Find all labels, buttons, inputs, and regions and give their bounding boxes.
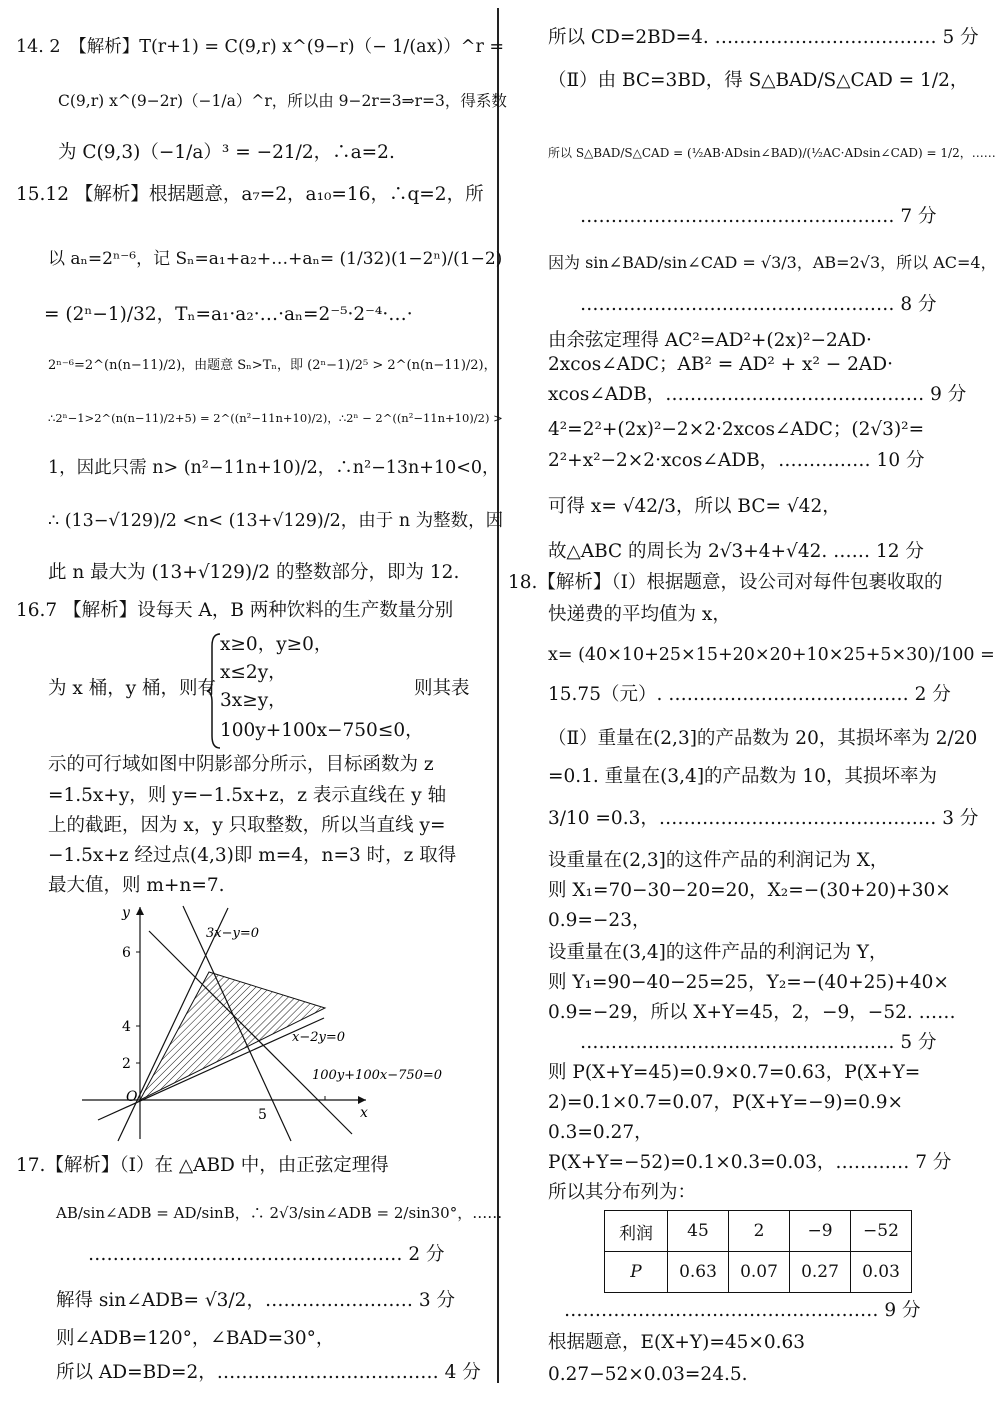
q18-line-9: 则 X₁=70−30−20=20，X₂=−(30+20)+30× <box>548 880 951 901</box>
y-tick-4: 4 <box>122 1019 131 1035</box>
q14-line-1: 14. 2 【解析】T(r+1) = C(9,r) x^(9−r)（− 1/(ax)）^r = <box>16 37 505 57</box>
q16-sys-1: x≥0，y≥0， <box>220 634 333 655</box>
q16-line-1: 16.7 【解析】设每天 A，B 两种饮料的生产数量分别 <box>16 600 454 621</box>
x-axis-label: x <box>360 1105 368 1121</box>
q18-line-8: 设重量在(2,3]的这件产品的利润记为 X， <box>548 850 889 871</box>
q18-line-16: 2)=0.1×0.7=0.07，P(X+Y=−9)=0.9× <box>548 1092 903 1113</box>
q16-line-6: −1.5x+z 经过点(4,3)即 m=4，n=3 时，z 取得 <box>48 845 457 866</box>
table-cell: 0.27 <box>790 1252 851 1293</box>
q17-line-1: 17.【解析】（Ⅰ）在 △ABD 中，由正弦定理得 <box>16 1155 389 1176</box>
r-line-7: 由余弦定理得 AC²=AD²+(2x)²−2AD· <box>548 330 872 351</box>
y-axis-label: y <box>122 905 130 921</box>
table-cell: 2 <box>729 1211 790 1252</box>
table-cell: 0.07 <box>729 1252 790 1293</box>
q18-line-5: （Ⅱ）重量在(2,3]的产品数为 20，其损坏率为 2/20 <box>548 728 978 749</box>
r-line-6: …………………………………………… 8 分 <box>580 294 937 315</box>
table-cell: −52 <box>851 1211 912 1252</box>
q16-line-5: 上的截距，因为 x，y 只取整数，所以当直线 y= <box>48 815 446 836</box>
line3-label: 100y+100x−750=0 <box>312 1068 443 1083</box>
q18-line-21: 根据题意，E(X+Y)=45×0.63 <box>548 1332 806 1353</box>
table-row <box>605 1252 912 1293</box>
r-line-11: 2²+x²−2×2·xcos∠ADB，…………… 10 分 <box>548 450 925 471</box>
q15-line-3: = (2ⁿ−1)/32，Tₙ=a₁·a₂·…·aₙ=2⁻⁵·2⁻⁴·…· <box>44 304 413 325</box>
q18-line-2: 快递费的平均值为 x， <box>548 604 731 625</box>
q18-line-12: 则 Y₁=90−40−25=25，Y₂=−(40+25)+40× <box>548 972 949 993</box>
line2-label: x−2y=0 <box>292 1030 346 1045</box>
q16-line-2b: 则其表 <box>414 678 470 699</box>
r-line-4: …………………………………………… 7 分 <box>580 206 937 227</box>
r-line-1: 所以 CD=2BD=4. ……………………………… 5 分 <box>548 27 979 48</box>
feasible-region-figure <box>78 903 443 1143</box>
q17-line-5: 则∠ADB=120°，∠BAD=30°， <box>56 1328 335 1349</box>
q14-line-2: C(9,r) x^(9−2r)（−1/a）^r，所以由 9−2r=3⇒r=3，得系数 <box>58 92 507 110</box>
q15-line-7: ∴ (13−√129)/2 <n< (13+√129)/2，由于 n 为整数，因 <box>48 511 504 531</box>
q18-line-22: 0.27−52×0.03=24.5. <box>548 1364 748 1385</box>
q18-line-13: 0.9=−29，所以 X+Y=45，2，−9，−52. …… <box>548 1002 956 1023</box>
y-tick-6: 6 <box>122 945 131 961</box>
q18-line-7: 3/10 =0.3，……………………………………… 3 分 <box>548 808 979 829</box>
q18-line-11: 设重量在(3,4]的这件产品的利润记为 Y， <box>548 942 888 963</box>
q18-line-18: P(X+Y=−52)=0.1×0.3=0.03，………… 7 分 <box>548 1152 952 1173</box>
q15-line-5: ∴2ⁿ−1>2^(n(n−11)/2+5) = 2^((n²−11n+10)/2)，∴2ⁿ − 2^((n²−11n+10)/2) > <box>48 411 503 425</box>
q17-line-3: …………………………………………… 2 分 <box>88 1244 445 1265</box>
distribution-table <box>604 1210 912 1293</box>
table-row <box>605 1211 912 1252</box>
r-line-12: 可得 x= √42/3，所以 BC= √42， <box>548 496 841 517</box>
q16-sys-4: 100y+100x−750≤0， <box>220 720 424 741</box>
table-cell: 利润 <box>605 1211 668 1252</box>
r-line-2: （Ⅱ）由 BC=3BD，得 S△BAD/S△CAD = 1/2， <box>548 70 969 91</box>
r-line-8: 2xcos∠ADC；AB² = AD² + x² − 2AD· <box>548 354 894 375</box>
q17-line-4: 解得 sin∠ADB= √3/2，…………………… 3 分 <box>56 1290 455 1311</box>
q18-line-17: 0.3=0.27， <box>548 1122 653 1143</box>
q18-line-20: …………………………………………… 9 分 <box>564 1300 921 1321</box>
q17-line-2: AB/sin∠ADB = AD/sinB，∴ 2√3/sin∠ADB = 2/sin30°，…… <box>56 1204 503 1222</box>
table-cell: 45 <box>668 1211 729 1252</box>
q18-line-19: 所以其分布列为： <box>548 1182 697 1203</box>
q18-line-4: 15.75（元）. ………………………………… 2 分 <box>548 684 951 705</box>
q18-line-14: …………………………………………… 5 分 <box>580 1032 937 1053</box>
q16-line-2: 为 x 桶，y 桶，则有 <box>48 678 217 699</box>
table-cell: 0.03 <box>851 1252 912 1293</box>
q16-line-7: 最大值，则 m+n=7. <box>48 875 225 896</box>
q18-line-3: x= (40×10+25×15+20×20+10×25+5×30)/100 = <box>548 645 995 665</box>
r-line-9: xcos∠ADB，…………………………………… 9 分 <box>548 384 967 405</box>
table-cell: P <box>605 1252 668 1293</box>
q14-line-3: 为 C(9,3)（−1/a）³ = −21/2，∴a=2. <box>58 142 395 163</box>
table-cell: 0.63 <box>668 1252 729 1293</box>
r-line-3: 所以 S△BAD/S△CAD = (½AB·ADsin∠BAD)/(½AC·ADsin∠CAD) = 1/2，…… <box>548 146 996 160</box>
r-line-5: 因为 sin∠BAD/sin∠CAD = √3/3，AB=2√3，所以 AC=4， <box>548 253 997 272</box>
y-tick-2: 2 <box>122 1056 131 1072</box>
q15-line-8: 此 n 最大为 (13+√129)/2 的整数部分，即为 12. <box>48 562 460 583</box>
q15-line-1: 15.12 【解析】根据题意，a₇=2，a₁₀=16，∴q=2，所 <box>16 184 484 205</box>
q15-line-4: 2ⁿ⁻⁶=2^(n(n−11)/2)，由题意 Sₙ>Tₙ，即 (2ⁿ−1)/2⁵ > 2^(n(n−11)/2)， <box>48 358 497 373</box>
column-divider <box>497 8 499 1383</box>
line1-label: 3x−y=0 <box>206 926 260 941</box>
q15-line-6: 1，因此只需 n> (n²−11n+10)/2，∴n²−13n+10<0， <box>48 458 500 478</box>
q17-line-6: 所以 AD=BD=2，……………………………… 4 分 <box>56 1362 481 1383</box>
q18-line-1: 18.【解析】（Ⅰ）根据题意，设公司对每件包裹收取的 <box>508 572 943 593</box>
r-line-10: 4²=2²+(2x)²−2×2·2xcos∠ADC；(2√3)²= <box>548 419 925 440</box>
origin-label: O <box>126 1089 138 1105</box>
q16-line-4: =1.5x+y，则 y=−1.5x+z，z 表示直线在 y 轴 <box>48 785 447 806</box>
q18-line-15: 则 P(X+Y=45)=0.9×0.7=0.63，P(X+Y= <box>548 1062 921 1083</box>
table-cell: −9 <box>790 1211 851 1252</box>
q15-line-2: 以 aₙ=2ⁿ⁻⁶，记 Sₙ=a₁+a₂+…+aₙ= (1/32)(1−2ⁿ)/(1−2) <box>48 249 503 269</box>
q16-sys-2: x≤2y， <box>220 662 287 683</box>
q16-sys-3: 3x≥y， <box>220 690 287 711</box>
system-brace <box>206 632 222 750</box>
q16-line-3: 示的可行域如图中阴影部分所示，目标函数为 z <box>48 754 434 775</box>
x-tick-5: 5 <box>258 1107 267 1123</box>
r-line-13: 故△ABC 的周长为 2√3+4+√42. …… 12 分 <box>548 541 924 562</box>
q18-line-10: 0.9=−23， <box>548 910 651 931</box>
q18-line-6: =0.1. 重量在(3,4]的产品数为 10，其损坏率为 <box>548 766 937 787</box>
